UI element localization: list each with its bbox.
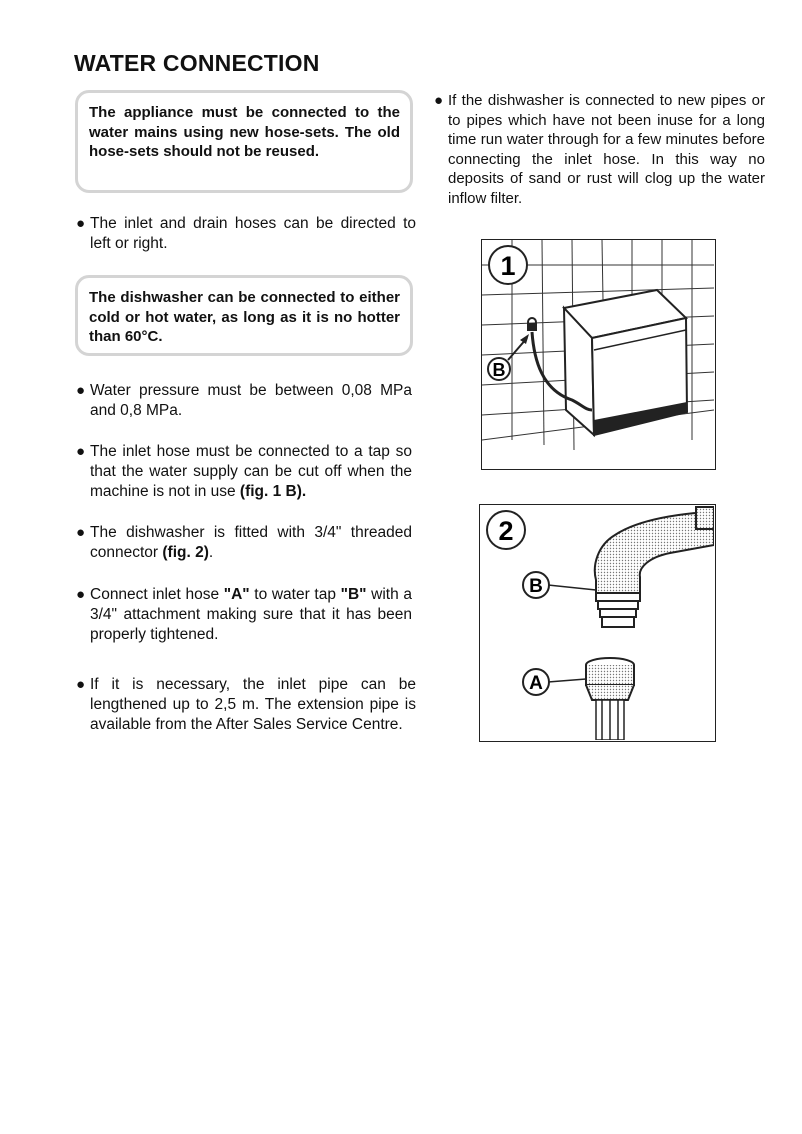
figure-2-drawing	[480, 505, 714, 740]
paragraph-text: to water tap	[249, 586, 341, 603]
note-box-water-temperature	[75, 275, 413, 356]
paragraph-extension-pipe	[76, 675, 416, 735]
hose-a-reference: "A"	[223, 586, 250, 603]
paragraph-text: The inlet and drain hoses can be directed to left or right.	[90, 215, 416, 252]
paragraph-threaded-connector	[76, 523, 412, 563]
note-box-new-hoses	[75, 90, 413, 193]
figure-2-label-a: A	[529, 673, 543, 694]
bullet-icon: ●	[76, 676, 86, 693]
figure-2-tap-and-hose	[479, 504, 716, 742]
paragraph-text: Connect inlet hose	[90, 586, 224, 603]
paragraph-text: The inlet hose must be connected to a tap so that the water supply can be cut off when the machine is not in use	[90, 443, 412, 500]
paragraph-text: Water pressure must be between 0,08 MPa and 0,8 MPa.	[90, 382, 412, 419]
paragraph-text: If the dishwasher is connected to new pipes or to pipes which have not been inuse for a long time run water through for a few minutes before connecting the inlet hose. In this way no deposits of sand or rust will clog up the water inflow filter.	[448, 92, 765, 207]
page-title: WATER CONNECTION	[74, 50, 320, 76]
figure-1-number: 1	[500, 251, 516, 281]
figure-2-number: 2	[498, 516, 514, 546]
figure-2-label-b: B	[529, 576, 543, 597]
paragraph-text: with a 3/4" attachment making sure that it has been properly tightened.	[90, 586, 412, 643]
paragraph-text-end: .	[208, 544, 214, 561]
figure-reference: (fig. 1 B).	[239, 483, 307, 500]
paragraph-new-pipes	[434, 91, 765, 209]
bullet-icon: ●	[76, 215, 86, 232]
tap-b-reference: "B"	[340, 586, 367, 603]
figure-1-dishwasher-tap	[481, 239, 716, 470]
paragraph-hoses-directed	[76, 214, 416, 254]
bullet-icon: ●	[76, 382, 86, 399]
paragraph-text: The dishwasher is fitted with 3/4" threaded connector	[90, 524, 412, 561]
note-text: The dishwasher can be connected to either cold or hot water, as long as it is no hotter than 60°C.	[89, 289, 400, 346]
note-text: The appliance must be connected to the water mains using new hose-sets. The old hose-sets should not be reused.	[89, 104, 400, 161]
bullet-icon: ●	[76, 586, 86, 603]
figure-1-label-b: B	[492, 360, 506, 380]
figure-reference: (fig. 2)	[162, 544, 209, 561]
paragraph-text: If it is necessary, the inlet pipe can be lengthened up to 2,5 m. The extension pipe is available from the After Sales Service Centre.	[90, 676, 416, 733]
paragraph-inlet-hose-tap	[76, 442, 412, 502]
bullet-icon: ●	[76, 524, 86, 541]
bullet-icon: ●	[434, 92, 444, 109]
figure-1-drawing	[482, 240, 714, 468]
bullet-icon: ●	[76, 443, 86, 460]
paragraph-water-pressure	[76, 381, 412, 421]
paragraph-connect-inlet-hose	[76, 585, 412, 645]
